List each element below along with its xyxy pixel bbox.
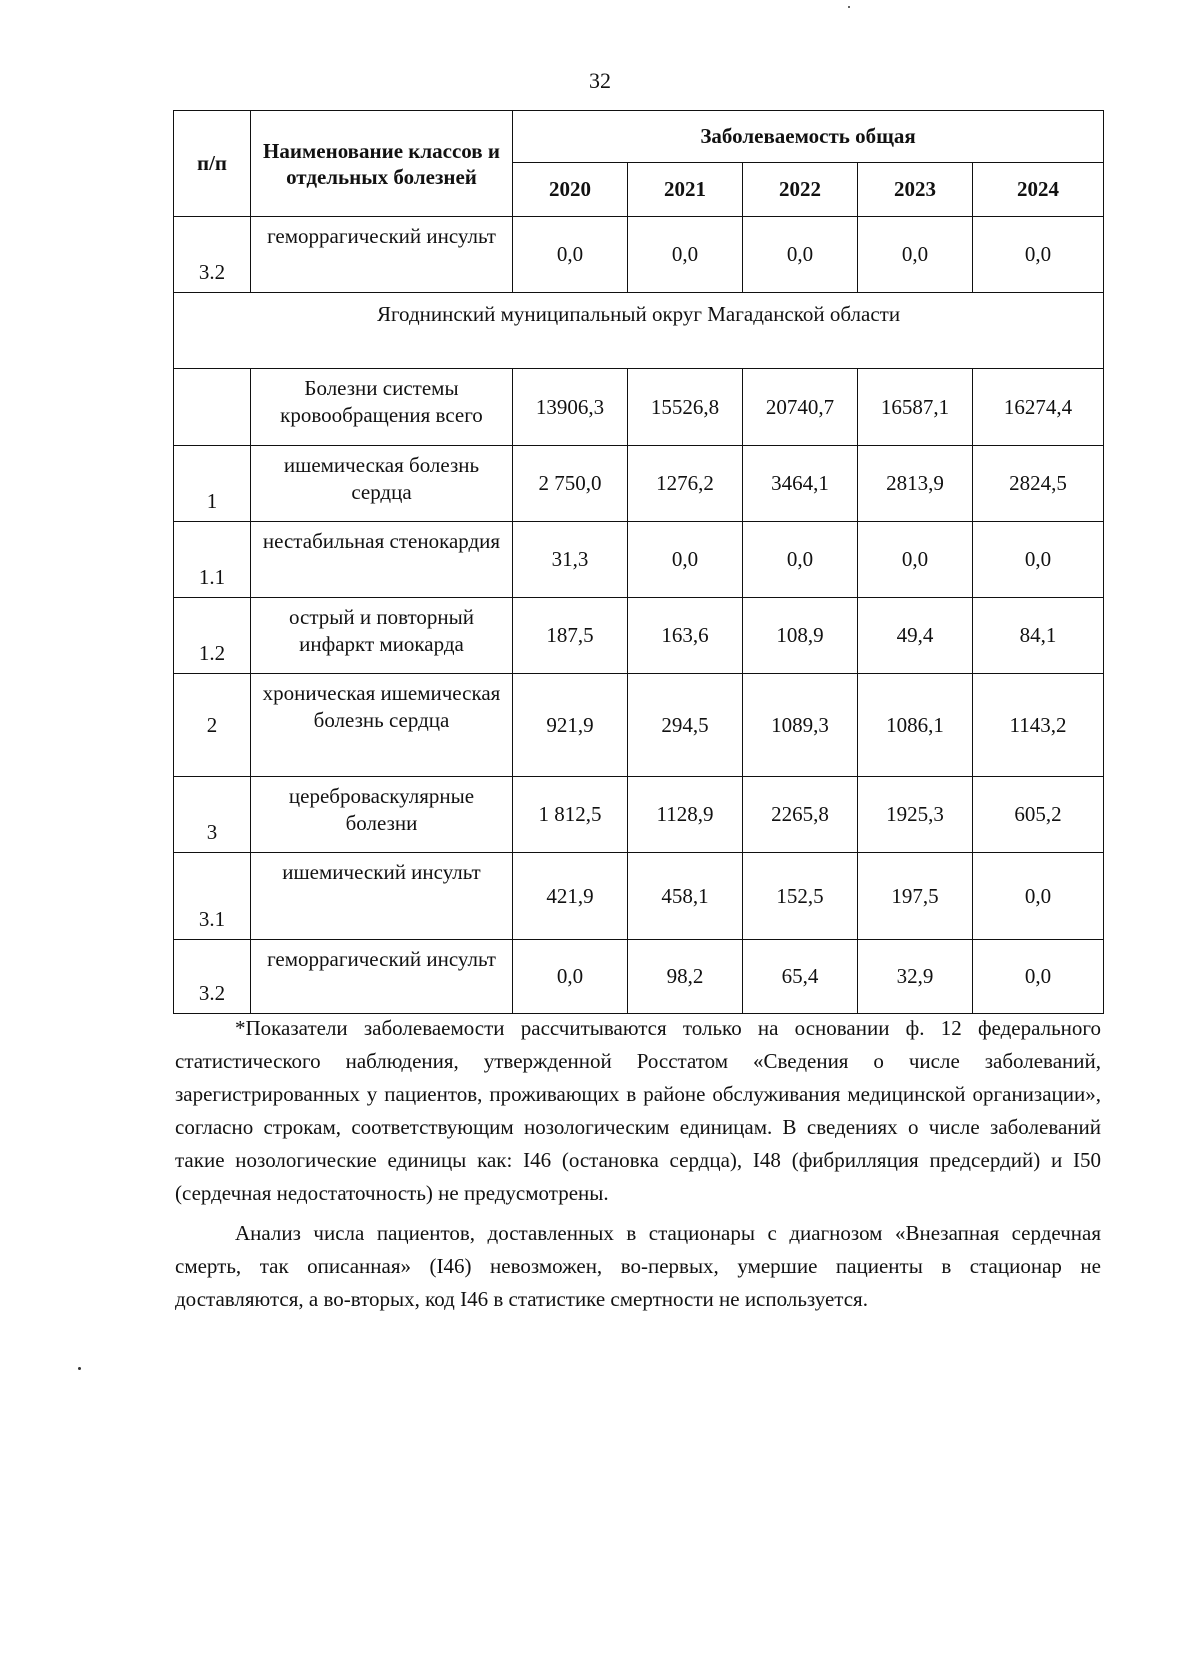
row-name: геморрагический инсульт bbox=[251, 217, 513, 293]
row-value: 0,0 bbox=[513, 217, 628, 293]
row-value: 108,9 bbox=[743, 598, 858, 674]
row-num: 3.2 bbox=[174, 217, 251, 293]
row-value: 13906,3 bbox=[513, 369, 628, 446]
row-num: 3.1 bbox=[174, 853, 251, 940]
row-value: 1 812,5 bbox=[513, 777, 628, 853]
row-value: 2824,5 bbox=[973, 446, 1104, 522]
row-value: 0,0 bbox=[858, 217, 973, 293]
row-name: геморрагический инсульт bbox=[251, 940, 513, 1014]
table-row bbox=[174, 598, 1104, 674]
row-value: 32,9 bbox=[858, 940, 973, 1014]
region-title: Ягоднинский муниципальный округ Магаданской области bbox=[174, 293, 1104, 369]
row-value: 1089,3 bbox=[743, 674, 858, 777]
row-num: 1 bbox=[174, 446, 251, 522]
region-row bbox=[174, 293, 1104, 369]
row-name: нестабильная стенокардия bbox=[251, 522, 513, 598]
morbidity-table bbox=[173, 110, 1104, 1014]
row-num: 3 bbox=[174, 777, 251, 853]
table-row bbox=[174, 446, 1104, 522]
row-value: 0,0 bbox=[973, 853, 1104, 940]
row-value: 1128,9 bbox=[628, 777, 743, 853]
row-value: 15526,8 bbox=[628, 369, 743, 446]
row-value: 0,0 bbox=[743, 522, 858, 598]
header-group: Заболеваемость общая bbox=[513, 111, 1104, 163]
row-value: 0,0 bbox=[973, 940, 1104, 1014]
header-year: 2020 bbox=[513, 163, 628, 217]
row-value: 197,5 bbox=[858, 853, 973, 940]
row-name: ишемическая болезнь сердца bbox=[251, 446, 513, 522]
row-name: острый и повторный инфаркт миокарда bbox=[251, 598, 513, 674]
row-value: 187,5 bbox=[513, 598, 628, 674]
row-value: 0,0 bbox=[858, 522, 973, 598]
table-row bbox=[174, 674, 1104, 777]
row-value: 0,0 bbox=[973, 217, 1104, 293]
row-value: 49,4 bbox=[858, 598, 973, 674]
row-value: 65,4 bbox=[743, 940, 858, 1014]
header-year: 2022 bbox=[743, 163, 858, 217]
row-num: 1.2 bbox=[174, 598, 251, 674]
row-value: 16274,4 bbox=[973, 369, 1104, 446]
row-name: хроническая ишемическая болезнь сердца bbox=[251, 674, 513, 777]
row-value: 2813,9 bbox=[858, 446, 973, 522]
header-name: Наименование классов и отдельных болезней bbox=[251, 111, 513, 217]
row-value: 3464,1 bbox=[743, 446, 858, 522]
header-year: 2021 bbox=[628, 163, 743, 217]
table-row bbox=[174, 777, 1104, 853]
row-value: 16587,1 bbox=[858, 369, 973, 446]
header-year: 2024 bbox=[973, 163, 1104, 217]
row-name: цереброваскулярные болезни bbox=[251, 777, 513, 853]
row-value: 421,9 bbox=[513, 853, 628, 940]
header-num: п/п bbox=[174, 111, 251, 217]
row-value: 98,2 bbox=[628, 940, 743, 1014]
analysis-paragraph: Анализ числа пациентов, доставленных в стационары с диагнозом «Внезапная сердечная смерть, так описанная» (I46) невозможен, во-первых, умершие пациенты в стационар не доставляются, а во-вторых, код I46 в статистике смертности не используется. bbox=[175, 1221, 1101, 1311]
row-name: Болезни системы кровообращения всего bbox=[251, 369, 513, 446]
table-row bbox=[174, 522, 1104, 598]
row-value: 20740,7 bbox=[743, 369, 858, 446]
row-value: 152,5 bbox=[743, 853, 858, 940]
row-value: 2265,8 bbox=[743, 777, 858, 853]
row-num: 1.1 bbox=[174, 522, 251, 598]
text-block bbox=[175, 1012, 1101, 1316]
row-value: 31,3 bbox=[513, 522, 628, 598]
speck bbox=[78, 1367, 81, 1370]
table-row bbox=[174, 369, 1104, 446]
table-row bbox=[174, 940, 1104, 1014]
row-value: 1276,2 bbox=[628, 446, 743, 522]
table-row bbox=[174, 853, 1104, 940]
page-number: 32 bbox=[589, 68, 611, 93]
row-value: 1925,3 bbox=[858, 777, 973, 853]
row-value: 1143,2 bbox=[973, 674, 1104, 777]
speck bbox=[848, 6, 850, 8]
row-num: 2 bbox=[174, 674, 251, 777]
row-value: 84,1 bbox=[973, 598, 1104, 674]
row-num bbox=[174, 369, 251, 446]
row-num: 3.2 bbox=[174, 940, 251, 1014]
row-value: 0,0 bbox=[743, 217, 858, 293]
table-row bbox=[174, 217, 1104, 293]
row-value: 294,5 bbox=[628, 674, 743, 777]
row-value: 458,1 bbox=[628, 853, 743, 940]
footnote: *Показатели заболеваемости рассчитываются только на основании ф. 12 федерального статистического наблюдения, утвержденной Росстатом «Сведения о числе заболеваний, зарегистрированных у пациентов, проживающих в районе обслуживания медицинской организации», согласно строкам, соответствующим нозологическим единицам. В сведениях о числе заболеваний такие нозологические единицы как: I46 (остановка сердца), I48 (фибрилляция предсердий) и I50 (сердечная недостаточность) не предусмотрены. bbox=[175, 1016, 1101, 1205]
row-value: 921,9 bbox=[513, 674, 628, 777]
row-value: 0,0 bbox=[628, 522, 743, 598]
row-value: 0,0 bbox=[513, 940, 628, 1014]
row-value: 163,6 bbox=[628, 598, 743, 674]
row-name: ишемический инсульт bbox=[251, 853, 513, 940]
row-value: 1086,1 bbox=[858, 674, 973, 777]
row-value: 0,0 bbox=[628, 217, 743, 293]
row-value: 605,2 bbox=[973, 777, 1104, 853]
row-value: 0,0 bbox=[973, 522, 1104, 598]
row-value: 2 750,0 bbox=[513, 446, 628, 522]
header-year: 2023 bbox=[858, 163, 973, 217]
